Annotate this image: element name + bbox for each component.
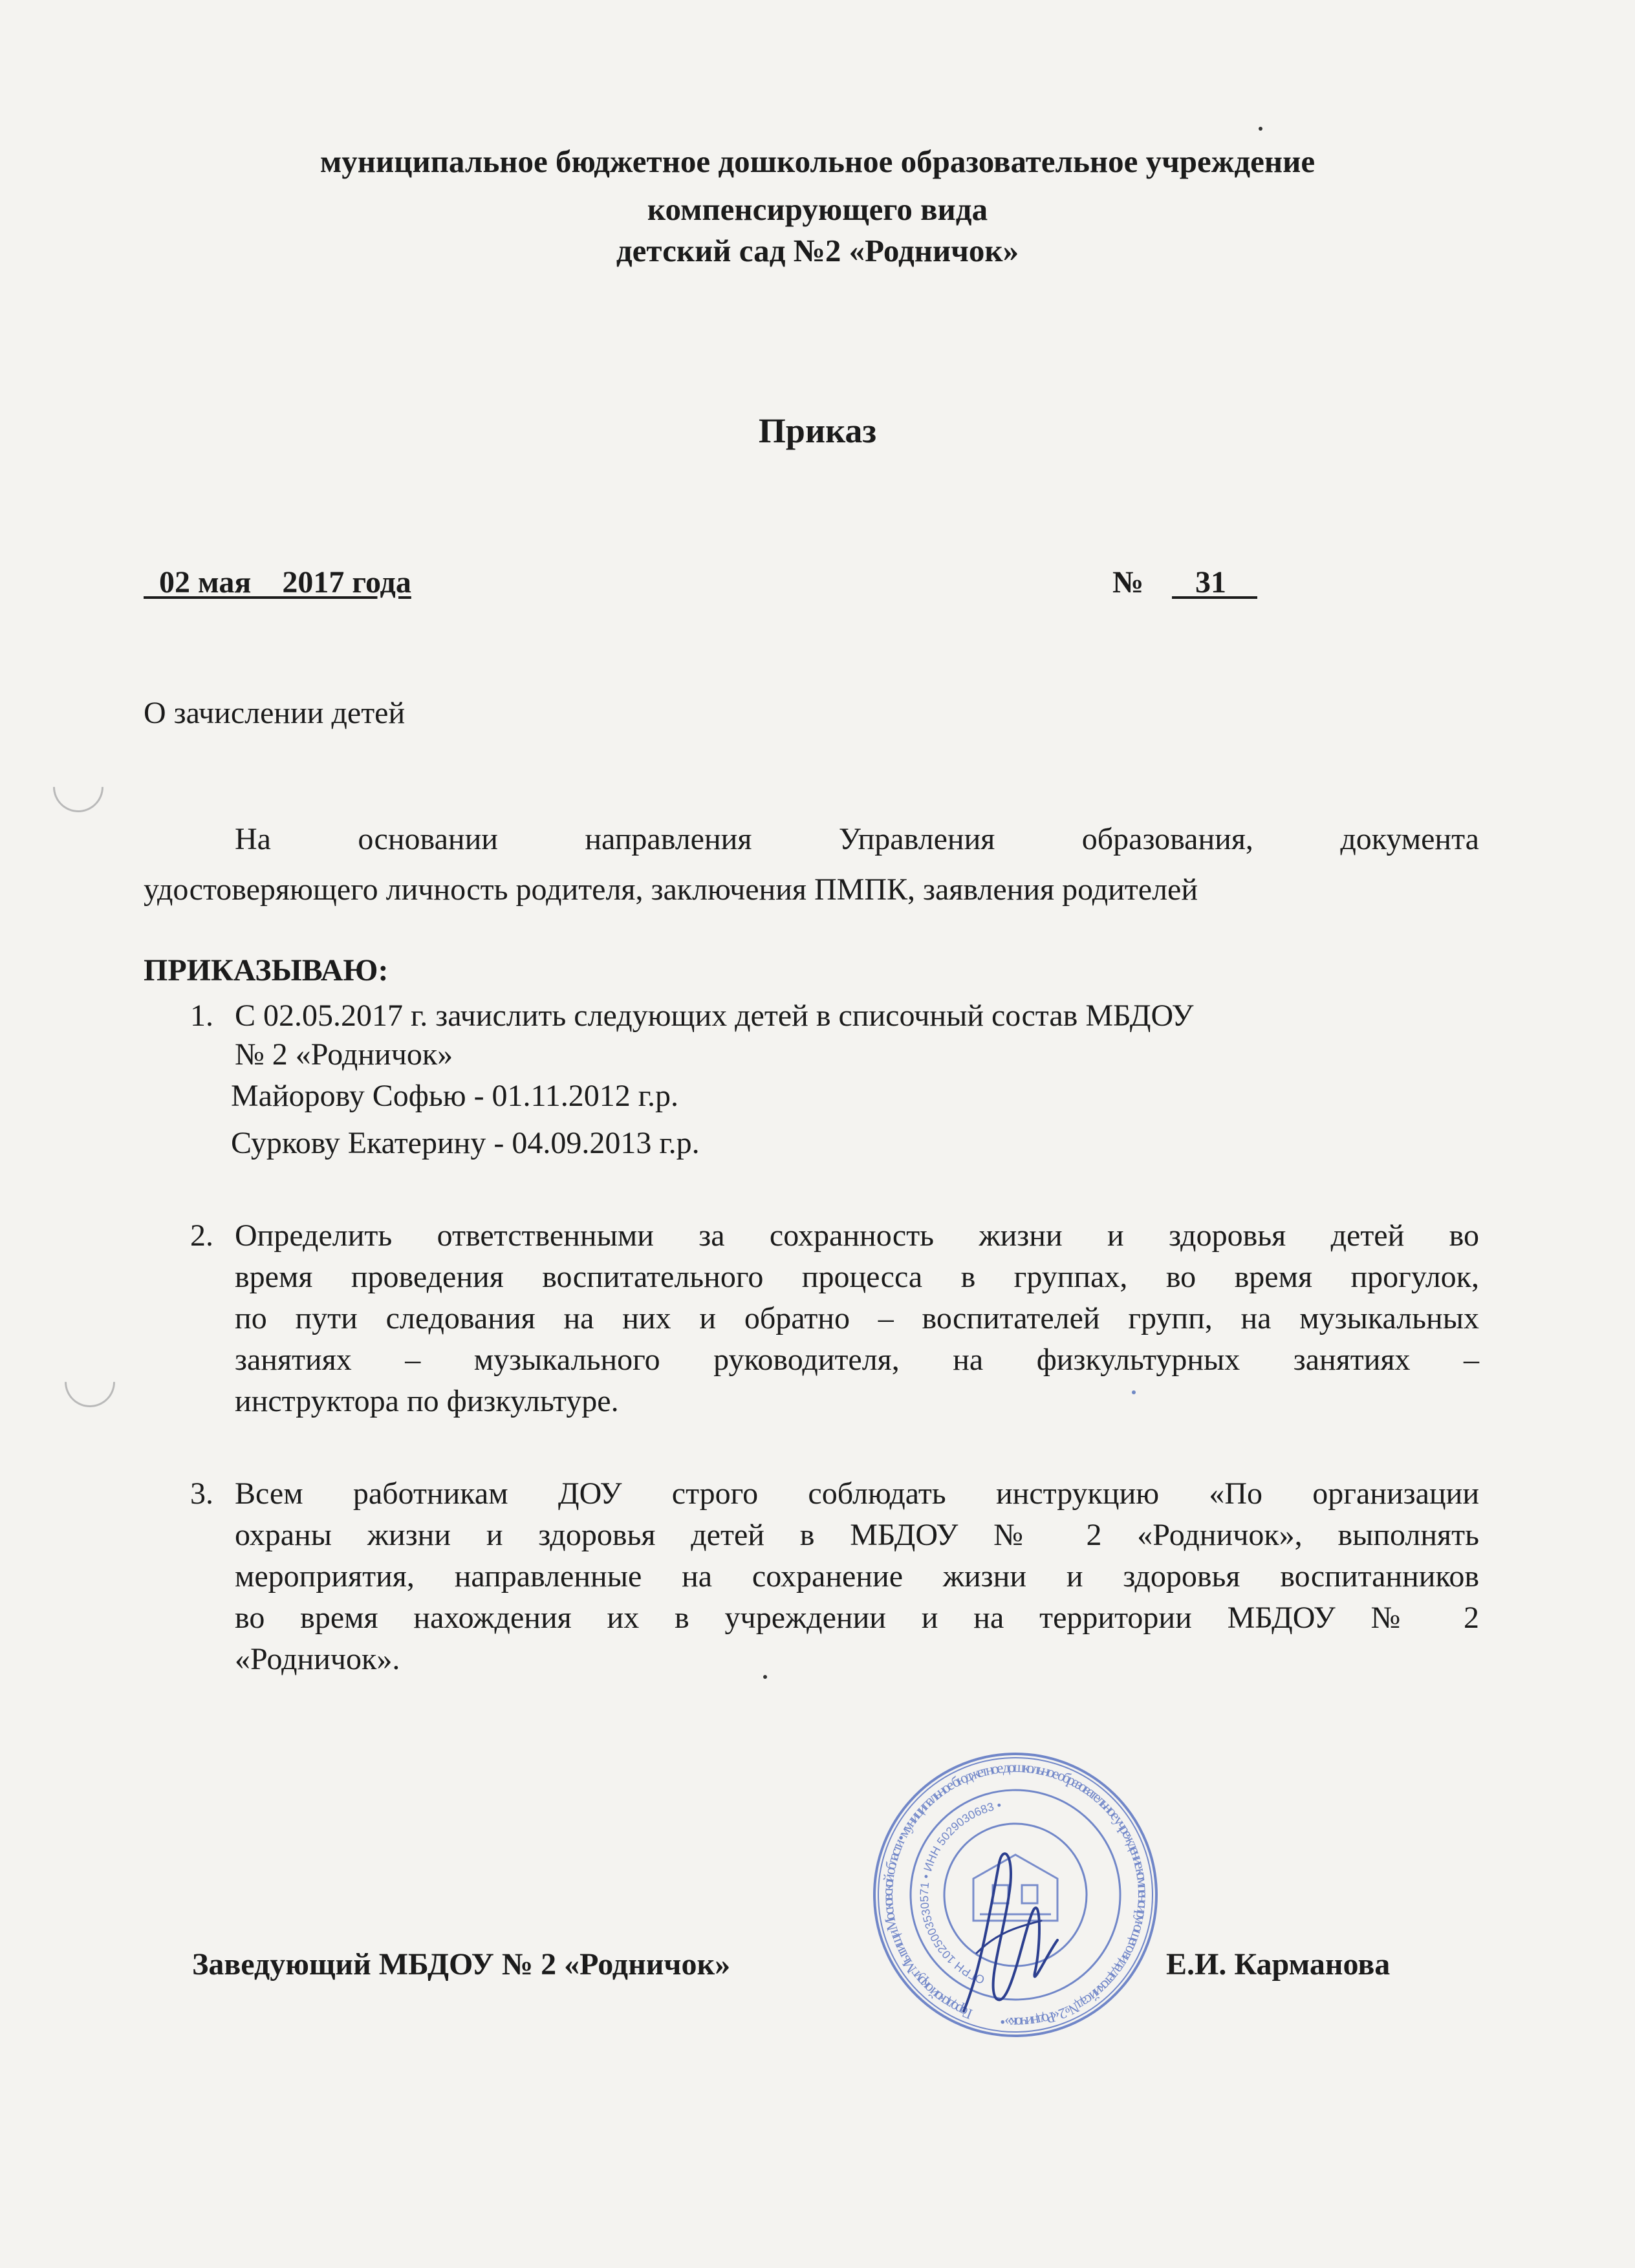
stamp-outer-text: Городской округ Мытищи Московской области • муниципальное бюджетное дошкольное образовательное учреждение компенсирующего вида детский сад № 2 «Родничок» •	[879, 1758, 1152, 2031]
item-2-line-5: инструктора по физкультуре.	[235, 1384, 619, 1418]
item-3-line-1: Всем работникам ДОУ строго соблюдать инструкцию «По организации	[235, 1476, 1479, 1511]
order-word: ПРИКАЗЫВАЮ:	[144, 953, 389, 988]
item-3-line-2: охраны жизни и здоровья детей в МБДОУ № 2 «Родничок», выполнять	[235, 1518, 1479, 1552]
punch-hole-mark-upper	[43, 751, 114, 823]
ink-speck	[763, 1675, 767, 1679]
basis-word: Управления	[838, 822, 995, 856]
org-name-line-1: муниципальное бюджетное дошкольное образовательное учреждение	[319, 144, 1316, 179]
item-2-line-2: время проведения воспитательного процесса в группах, во время прогулок,	[235, 1260, 1479, 1294]
signatory-name: Е.И. Карманова	[1166, 1947, 1391, 1982]
order-number-label: №	[1112, 565, 1144, 599]
item-3-line-4: во время нахождения их в учреждении и на территории МБДОУ № 2	[235, 1601, 1479, 1635]
item-2-line-3: по пути следования на них и обратно – воспитателей групп, на музыкальных	[235, 1301, 1479, 1335]
item-number-3: 3.	[190, 1476, 213, 1511]
stamp-inner-text: ОГРН 1025003530571 • ИНН 5029030683 •	[917, 1798, 1002, 1987]
child-entry-1: Майорову Софью - 01.11.2012 г.р.	[231, 1079, 679, 1113]
item-2-line-4: занятиях – музыкального руководителя, на физкультурных занятиях –	[235, 1343, 1479, 1377]
ink-speck	[1132, 1390, 1136, 1394]
basis-line-2: удостоверяющего личность родителя, заключения ПМПК, заявления родителей	[144, 872, 1198, 907]
punch-hole-mark-lower	[54, 1346, 125, 1418]
org-name-line-3: детский сад №2 «Родничок»	[616, 233, 1019, 268]
org-name-line-2: компенсирующего вида	[647, 191, 988, 227]
item-number-1: 1.	[190, 999, 213, 1033]
order-date: 02 мая 2017 года	[144, 565, 411, 599]
order-subject: О зачислении детей	[144, 696, 406, 730]
ink-speck	[1259, 127, 1262, 131]
basis-word: основании	[358, 822, 498, 856]
item-1-line-2: № 2 «Родничок»	[235, 1037, 453, 1072]
handwritten-signature	[944, 1837, 1074, 2031]
item-3-line-5: «Родничок».	[235, 1642, 400, 1676]
signatory-position: Заведующий МБДОУ № 2 «Родничок»	[192, 1947, 731, 1982]
basis-line-1	[235, 821, 1479, 858]
child-entry-2: Суркову Екатерину - 04.09.2013 г.р.	[231, 1126, 700, 1160]
item-number-2: 2.	[190, 1218, 213, 1253]
basis-word: На	[235, 822, 271, 856]
basis-word: образования,	[1081, 822, 1253, 856]
basis-word: направления	[585, 822, 752, 856]
item-2-line-1: Определить ответственными за сохранность жизни и здоровья детей во	[235, 1218, 1479, 1253]
document-title: Приказ	[758, 411, 877, 450]
item-1-line-1: С 02.05.2017 г. зачислить следующих детей в списочный состав МБДОУ	[235, 999, 1194, 1033]
basis-word: документа	[1340, 822, 1479, 856]
item-3-line-3: мероприятия, направленные на сохранение жизни и здоровья воспитанников	[235, 1559, 1479, 1593]
order-number: 31	[1172, 565, 1257, 599]
